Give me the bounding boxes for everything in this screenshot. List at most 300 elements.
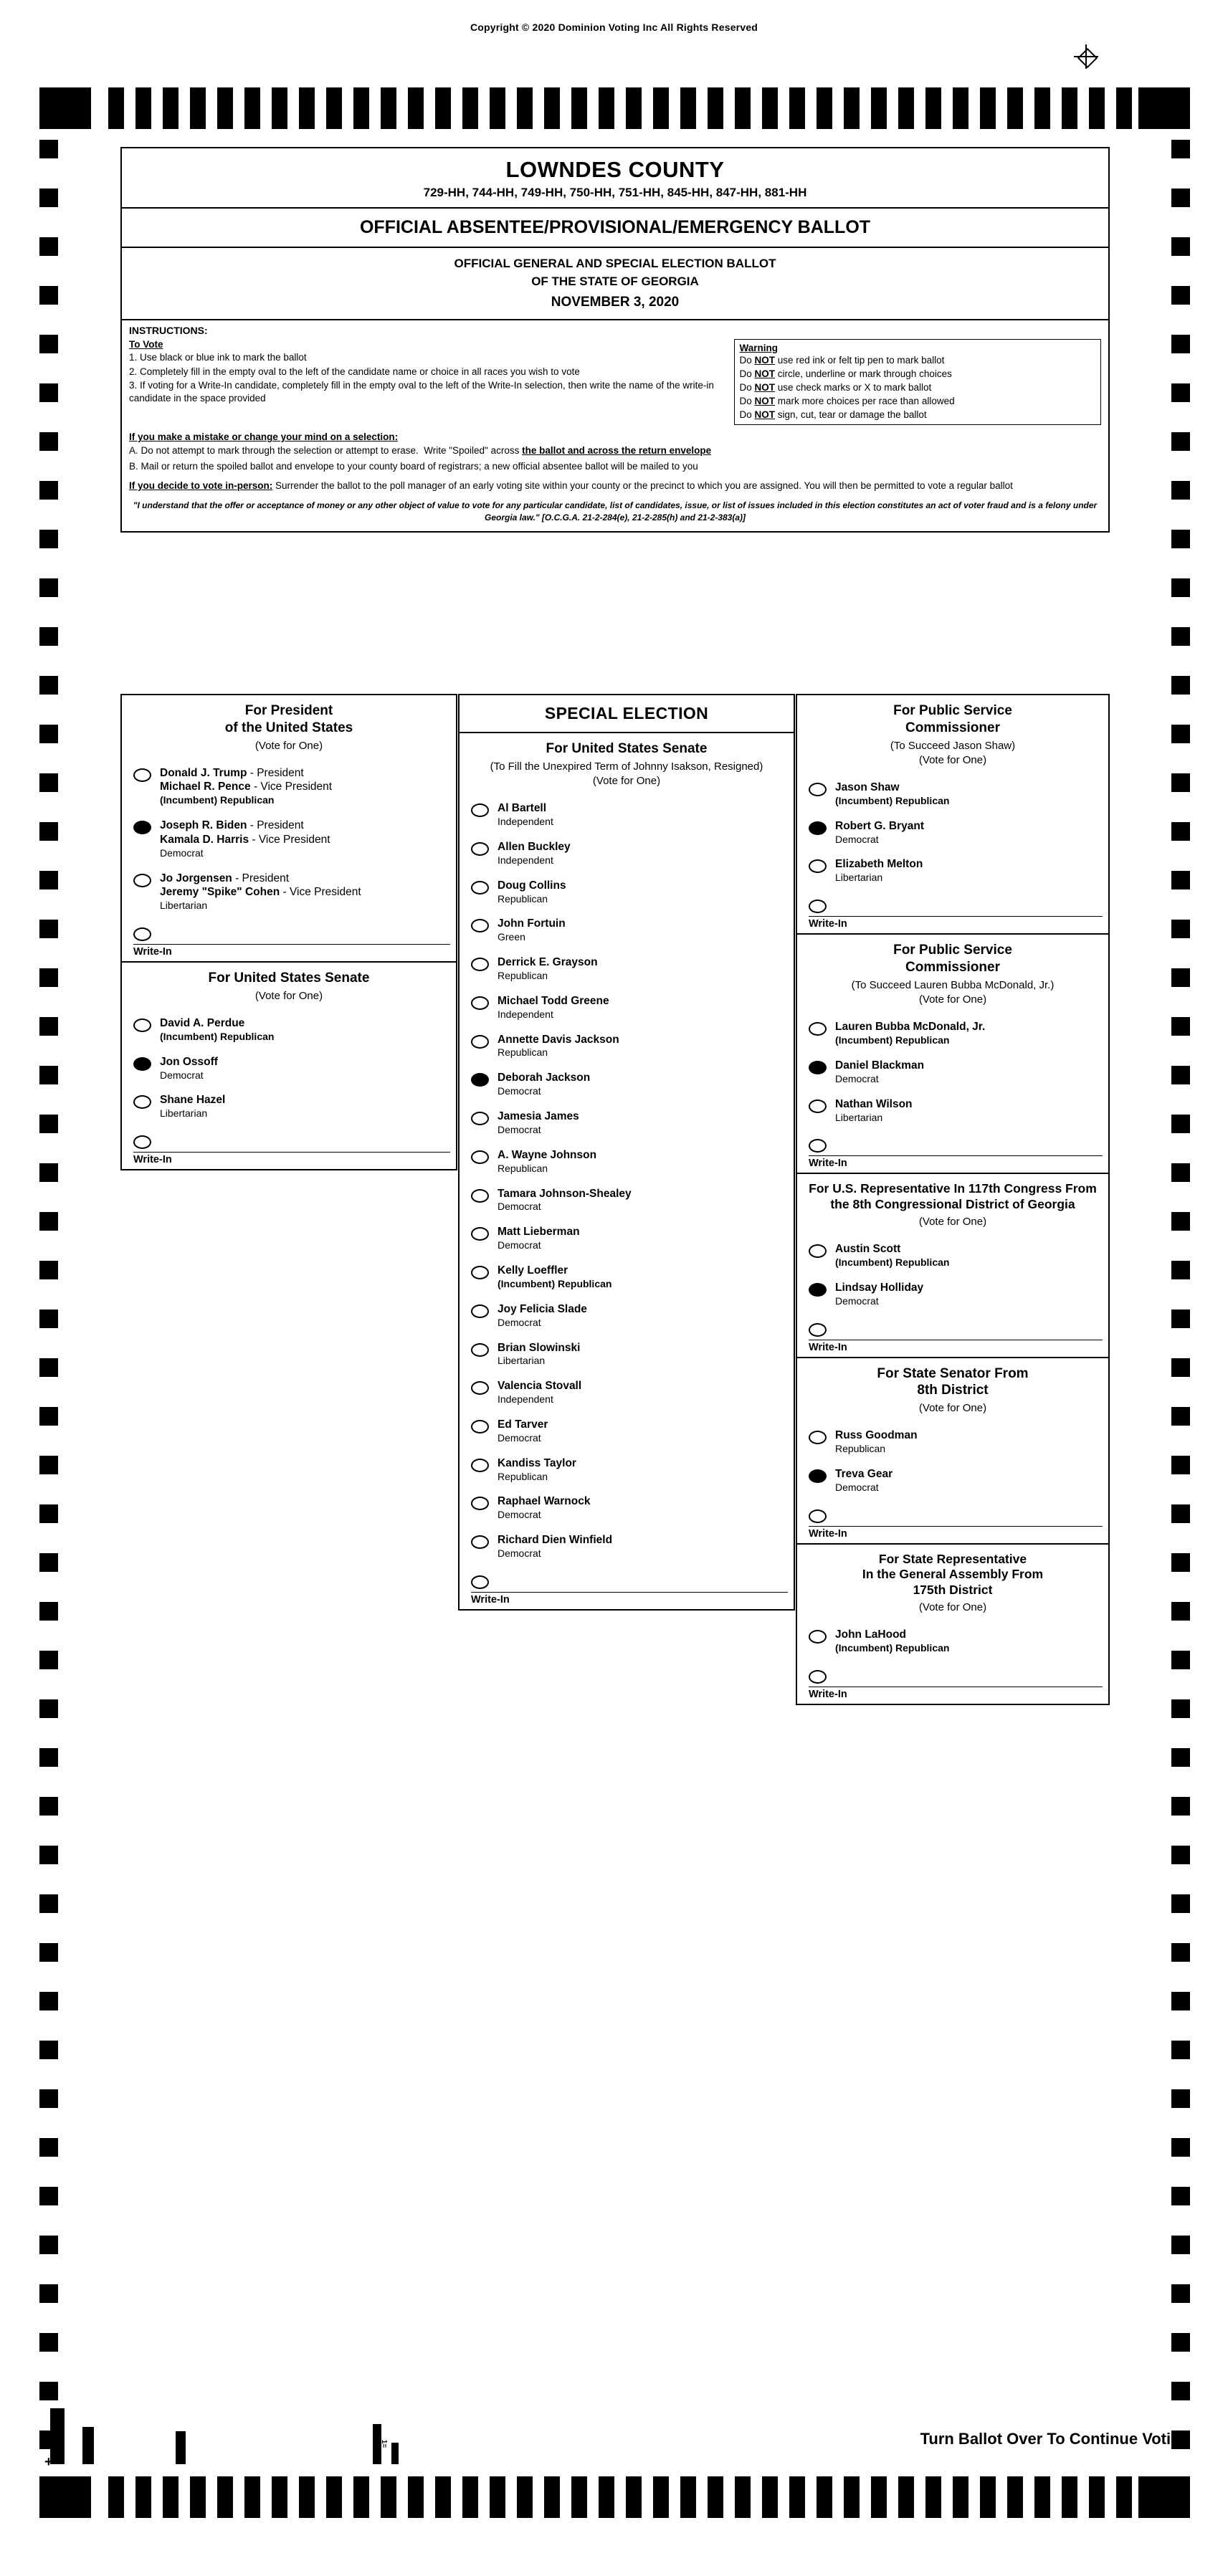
write-in-field[interactable] bbox=[460, 1592, 794, 1609]
precinct-codes: 729-HH, 744-HH, 749-HH, 750-HH, 751-HH, 845-HH, 847-HH, 881-HH bbox=[423, 186, 807, 199]
timing-mark bbox=[39, 822, 58, 841]
candidate-option[interactable] bbox=[460, 1142, 794, 1181]
contest-state-rep-175 bbox=[796, 1545, 1110, 1705]
candidate-text bbox=[498, 879, 566, 906]
candidate-name: Elizabeth Melton bbox=[835, 858, 923, 871]
to-vote-label: To Vote bbox=[129, 339, 163, 350]
candidate-option[interactable] bbox=[460, 834, 794, 873]
timing-mark bbox=[39, 920, 58, 938]
timing-mark bbox=[1171, 1261, 1190, 1279]
timing-mark bbox=[108, 87, 124, 129]
election-subtitle-line2: OF THE STATE OF GEORGIA bbox=[531, 274, 699, 288]
candidate-text bbox=[498, 1033, 619, 1060]
timing-mark bbox=[1171, 1504, 1190, 1523]
candidate-text bbox=[498, 1302, 587, 1330]
write-in-field[interactable] bbox=[797, 1526, 1108, 1543]
timing-mark bbox=[39, 1407, 58, 1426]
timing-mark bbox=[1062, 87, 1077, 129]
write-in-label: Write-In bbox=[809, 1341, 847, 1353]
candidate-text bbox=[498, 1148, 596, 1175]
timing-mark bbox=[1171, 481, 1190, 500]
write-in-option[interactable] bbox=[122, 1127, 456, 1149]
candidate-option[interactable] bbox=[122, 866, 456, 919]
candidate-text bbox=[160, 1055, 218, 1082]
candidate-option[interactable] bbox=[122, 1011, 456, 1049]
candidate-option[interactable] bbox=[797, 851, 1108, 890]
timing-mark bbox=[39, 432, 58, 451]
write-in-line[interactable] bbox=[809, 1155, 1103, 1156]
candidate-party: Democrat bbox=[498, 1201, 541, 1213]
candidate-option[interactable] bbox=[460, 911, 794, 950]
candidate-name: Deborah Jackson bbox=[498, 1072, 591, 1084]
write-in-label: Write-In bbox=[133, 1154, 172, 1166]
timing-mark bbox=[299, 2476, 315, 2518]
candidate-option[interactable] bbox=[460, 1181, 794, 1220]
contest-subtitle: (To Succeed Lauren Bubba McDonald, Jr.) bbox=[851, 978, 1055, 991]
oval-empty[interactable] bbox=[471, 842, 489, 856]
contest-us-senate-perdue bbox=[120, 963, 457, 1170]
timing-mark bbox=[1007, 2476, 1023, 2518]
running-mate-name: Jeremy "Spike" Cohen bbox=[160, 886, 280, 899]
timing-mark bbox=[1171, 2333, 1190, 2352]
candidate-option[interactable] bbox=[797, 1275, 1108, 1314]
write-in-field[interactable] bbox=[122, 1152, 456, 1169]
timing-mark bbox=[1171, 2284, 1190, 2303]
timing-mark bbox=[39, 1894, 58, 1913]
instruction-step: 1. Use black or blue ink to mark the ballot bbox=[129, 352, 307, 363]
write-in-line[interactable] bbox=[809, 916, 1103, 917]
running-mate-name: Michael R. Pence bbox=[160, 781, 251, 793]
warning-item: Do NOT sign, cut, tear or damage the ballot bbox=[739, 409, 927, 420]
candidate-name: Jon Ossoff bbox=[160, 1055, 218, 1068]
candidate-option[interactable] bbox=[460, 1451, 794, 1489]
candidate-name: Treva Gear bbox=[835, 1467, 893, 1480]
candidate-text bbox=[835, 1097, 913, 1125]
candidate-party: Republican bbox=[498, 892, 548, 905]
candidate-party: Democrat bbox=[160, 846, 204, 859]
timing-mark bbox=[244, 2476, 260, 2518]
candidate-party: Democrat bbox=[835, 833, 879, 845]
timing-mark bbox=[1171, 871, 1190, 889]
timing-mark bbox=[1171, 1846, 1190, 1864]
candidate-list bbox=[797, 1011, 1108, 1131]
candidate-name: Austin Scott bbox=[835, 1243, 901, 1256]
timing-mark bbox=[789, 87, 805, 129]
timing-mark bbox=[39, 1797, 58, 1816]
timing-mark bbox=[1171, 1066, 1190, 1084]
timing-mark bbox=[1034, 87, 1050, 129]
oval-empty[interactable] bbox=[809, 1244, 827, 1258]
oval-empty[interactable] bbox=[809, 1670, 827, 1684]
timing-mark bbox=[1034, 2476, 1050, 2518]
timing-mark bbox=[1171, 578, 1190, 597]
candidate-option[interactable] bbox=[460, 1297, 794, 1335]
timing-mark bbox=[163, 87, 179, 129]
timing-mark bbox=[1171, 1358, 1190, 1377]
candidate-option[interactable] bbox=[122, 760, 456, 814]
oval-empty[interactable] bbox=[133, 1019, 151, 1032]
turn-ballot-over-notice: Turn Ballot Over To Continue Voting bbox=[920, 2430, 1190, 2448]
candidate-party: (Incumbent) Republican bbox=[835, 1256, 950, 1268]
oval-empty[interactable] bbox=[471, 1343, 489, 1357]
candidate-party: Green bbox=[498, 931, 525, 943]
candidate-text bbox=[160, 1093, 225, 1120]
election-subtitle-line1: OFFICIAL GENERAL AND SPECIAL ELECTION BALLOT bbox=[454, 257, 776, 270]
copyright-notice: Copyright © 2020 Dominion Voting Inc All Rights Reserved bbox=[470, 22, 758, 33]
oval-empty[interactable] bbox=[471, 881, 489, 895]
candidate-text bbox=[835, 819, 924, 846]
candidate-option[interactable] bbox=[460, 950, 794, 988]
candidate-option[interactable] bbox=[460, 873, 794, 912]
write-in-option[interactable] bbox=[797, 1315, 1108, 1337]
timing-mark bbox=[680, 87, 696, 129]
contest-special-election bbox=[458, 694, 795, 1611]
oval-empty[interactable] bbox=[471, 1150, 489, 1164]
timing-mark bbox=[626, 2476, 642, 2518]
candidate-option[interactable] bbox=[797, 775, 1108, 814]
candidate-text bbox=[498, 1225, 580, 1252]
timing-mark bbox=[544, 87, 560, 129]
timing-mark bbox=[39, 1504, 58, 1523]
warning-item: Do NOT use red ink or felt tip pen to mark ballot bbox=[739, 355, 945, 366]
timing-mark bbox=[39, 530, 58, 548]
timing-mark bbox=[517, 2476, 533, 2518]
candidate-option[interactable] bbox=[797, 1236, 1108, 1275]
write-in-label: Write-In bbox=[471, 1593, 510, 1606]
write-in-line[interactable] bbox=[133, 1152, 450, 1153]
candidate-party: (Incumbent) Republican bbox=[835, 1034, 950, 1046]
oval-empty[interactable] bbox=[471, 1189, 489, 1203]
candidate-name: Nathan Wilson bbox=[835, 1097, 913, 1110]
oval-filled[interactable] bbox=[809, 1469, 827, 1483]
candidate-name: Daniel Blackman bbox=[835, 1059, 925, 1072]
candidate-party: Democrat bbox=[498, 1509, 541, 1521]
oval-filled[interactable] bbox=[809, 1061, 827, 1074]
candidate-party: Democrat bbox=[160, 1069, 204, 1081]
timing-mark bbox=[1171, 530, 1190, 548]
timing-mark bbox=[39, 578, 58, 597]
candidate-party: Republican bbox=[498, 1162, 548, 1174]
timing-mark bbox=[925, 2476, 941, 2518]
timing-mark bbox=[1171, 1748, 1190, 1767]
candidate-option[interactable] bbox=[797, 1014, 1108, 1053]
timing-mark bbox=[39, 1115, 58, 1133]
candidate-option[interactable] bbox=[122, 813, 456, 866]
timing-mark bbox=[762, 87, 778, 129]
timing-mark bbox=[1171, 383, 1190, 402]
candidate-party: Libertarian bbox=[498, 1355, 546, 1367]
oval-filled[interactable] bbox=[133, 1057, 151, 1071]
timing-mark bbox=[39, 1602, 58, 1621]
timing-mark bbox=[39, 2333, 58, 2352]
oval-empty[interactable] bbox=[471, 919, 489, 932]
timing-mark bbox=[1171, 627, 1190, 646]
mistake-option-b: B. Mail or return the spoiled ballot and envelope to your county board of registrars; a new official absentee ballot will be mailed to you bbox=[129, 460, 698, 472]
timing-mark bbox=[39, 481, 58, 500]
candidate-name: Russ Goodman bbox=[835, 1429, 918, 1442]
warning-label: Warning bbox=[739, 343, 778, 354]
oval-empty[interactable] bbox=[809, 1630, 827, 1644]
timing-mark bbox=[462, 87, 478, 129]
timing-mark bbox=[762, 2476, 778, 2518]
timing-mark bbox=[817, 87, 832, 129]
oval-filled[interactable] bbox=[471, 1073, 489, 1087]
timing-mark bbox=[1171, 1992, 1190, 2010]
candidate-option[interactable] bbox=[460, 1412, 794, 1451]
candidate-name: Richard Dien Winfield bbox=[498, 1534, 613, 1547]
oval-empty[interactable] bbox=[471, 1535, 489, 1549]
ballot-type-title: OFFICIAL ABSENTEE/PROVISIONAL/EMERGENCY BALLOT bbox=[359, 217, 871, 237]
timing-mark bbox=[1171, 1163, 1190, 1182]
candidate-text bbox=[498, 1110, 579, 1137]
oval-empty[interactable] bbox=[809, 783, 827, 796]
timing-mark bbox=[39, 2041, 58, 2059]
oval-empty[interactable] bbox=[471, 1459, 489, 1472]
candidate-option[interactable] bbox=[122, 1087, 456, 1126]
write-in-line[interactable] bbox=[471, 1592, 788, 1593]
candidate-option[interactable] bbox=[460, 1373, 794, 1412]
candidate-text bbox=[498, 1494, 591, 1522]
candidate-name: Valencia Stovall bbox=[498, 1380, 582, 1393]
timing-mark bbox=[353, 2476, 369, 2518]
oval-empty[interactable] bbox=[471, 1304, 489, 1318]
candidate-option[interactable] bbox=[460, 1104, 794, 1142]
candidate-party: Democrat bbox=[498, 1431, 541, 1444]
write-in-option[interactable] bbox=[460, 1568, 794, 1589]
oval-empty[interactable] bbox=[471, 1266, 489, 1279]
timing-mark bbox=[39, 1066, 58, 1084]
in-person-text: Surrender the ballot to the poll manager of an early voting site within your county or the precinct to which you are assigned. You will then be permitted to vote a regular ballot bbox=[275, 480, 1013, 491]
candidate-option[interactable] bbox=[460, 1065, 794, 1104]
timing-mark bbox=[708, 87, 723, 129]
candidate-text bbox=[498, 1264, 611, 1291]
candidate-option[interactable] bbox=[797, 814, 1108, 852]
barcode-bar bbox=[176, 2431, 186, 2464]
write-in-label: Write-In bbox=[809, 1527, 847, 1540]
timing-mark bbox=[39, 871, 58, 889]
timing-mark bbox=[39, 189, 58, 207]
vote-for-instruction: (Vote for One) bbox=[918, 754, 987, 766]
candidate-party: Libertarian bbox=[160, 900, 208, 912]
candidate-party: (Incumbent) Republican bbox=[160, 794, 275, 806]
candidate-text bbox=[498, 1379, 581, 1406]
candidate-list bbox=[460, 793, 794, 1568]
candidate-list bbox=[797, 1619, 1108, 1662]
candidate-option[interactable] bbox=[797, 1092, 1108, 1130]
timing-mark bbox=[1089, 87, 1105, 129]
timing-mark bbox=[39, 1553, 58, 1572]
timing-mark bbox=[39, 1651, 58, 1669]
oval-filled[interactable] bbox=[809, 821, 827, 835]
oval-empty[interactable] bbox=[471, 1381, 489, 1395]
candidate-name: Joy Felicia Slade bbox=[498, 1302, 587, 1315]
timing-mark bbox=[1171, 2382, 1190, 2400]
oval-empty[interactable] bbox=[809, 900, 827, 913]
oval-empty[interactable] bbox=[471, 1497, 489, 1510]
oval-empty[interactable] bbox=[809, 1431, 827, 1444]
candidate-option[interactable] bbox=[460, 1258, 794, 1297]
oval-empty[interactable] bbox=[809, 1099, 827, 1113]
timing-mark bbox=[517, 87, 533, 129]
write-in-option[interactable] bbox=[797, 1502, 1108, 1523]
timing-mark bbox=[462, 2476, 478, 2518]
write-in-line[interactable] bbox=[133, 944, 450, 945]
timing-mark bbox=[1171, 1894, 1190, 1913]
timing-mark bbox=[408, 2476, 424, 2518]
timing-mark bbox=[490, 2476, 505, 2518]
timing-mark bbox=[299, 87, 315, 129]
timing-mark bbox=[39, 1456, 58, 1474]
contest-title: For State Senator From 8th District bbox=[877, 1365, 1029, 1398]
instructions-title: INSTRUCTIONS: bbox=[129, 325, 208, 337]
oval-empty[interactable] bbox=[133, 927, 151, 941]
timing-mark bbox=[599, 87, 614, 129]
candidate-party: Independent bbox=[498, 854, 553, 866]
oval-empty[interactable] bbox=[471, 1575, 489, 1589]
write-in-field[interactable] bbox=[797, 916, 1108, 933]
write-in-option[interactable] bbox=[797, 892, 1108, 913]
oval-empty[interactable] bbox=[809, 1139, 827, 1153]
candidate-option[interactable] bbox=[797, 1423, 1108, 1461]
timing-mark bbox=[680, 2476, 696, 2518]
oval-empty[interactable] bbox=[809, 1022, 827, 1036]
in-person-instructions bbox=[129, 480, 1101, 492]
barcode-bar bbox=[391, 2443, 399, 2464]
candidate-name: Jo Jorgensen bbox=[160, 872, 232, 884]
oval-empty[interactable] bbox=[471, 1227, 489, 1241]
candidate-party: Libertarian bbox=[835, 872, 883, 884]
candidate-option[interactable] bbox=[460, 1335, 794, 1374]
timing-mark bbox=[1171, 773, 1190, 792]
candidate-text bbox=[498, 801, 553, 829]
timing-mark bbox=[1171, 1017, 1190, 1036]
oval-empty[interactable] bbox=[133, 1095, 151, 1109]
timing-mark bbox=[1171, 2187, 1190, 2205]
timing-mark bbox=[1138, 87, 1190, 129]
write-in-field[interactable] bbox=[797, 1340, 1108, 1357]
timing-mark bbox=[1171, 1651, 1190, 1669]
candidate-option[interactable] bbox=[122, 1049, 456, 1088]
write-in-line[interactable] bbox=[809, 1526, 1103, 1527]
timing-mark bbox=[1171, 432, 1190, 451]
candidate-text bbox=[498, 1341, 580, 1368]
county-name: LOWNDES COUNTY bbox=[505, 157, 725, 182]
candidate-option[interactable] bbox=[797, 1053, 1108, 1092]
oval-empty[interactable] bbox=[809, 1323, 827, 1337]
candidate-option[interactable] bbox=[797, 1622, 1108, 1661]
candidate-option[interactable] bbox=[460, 1489, 794, 1527]
candidate-party: Democrat bbox=[498, 1547, 541, 1560]
write-in-option[interactable] bbox=[122, 920, 456, 941]
candidate-option[interactable] bbox=[460, 988, 794, 1027]
candidate-option[interactable] bbox=[460, 796, 794, 834]
timing-mark bbox=[39, 1358, 58, 1377]
timing-mark bbox=[39, 1212, 58, 1231]
oval-empty[interactable] bbox=[809, 859, 827, 873]
candidate-name: Brian Slowinski bbox=[498, 1341, 581, 1354]
candidate-text bbox=[835, 1059, 924, 1086]
write-in-field[interactable] bbox=[797, 1155, 1108, 1173]
timing-mark bbox=[1171, 1212, 1190, 1231]
timing-mark bbox=[1171, 725, 1190, 743]
running-mate-office: - Vice President bbox=[250, 781, 333, 793]
candidate-text bbox=[160, 819, 330, 860]
timing-mark bbox=[217, 2476, 233, 2518]
oval-empty[interactable] bbox=[133, 1135, 151, 1149]
oval-empty[interactable] bbox=[133, 768, 151, 782]
oval-empty[interactable] bbox=[471, 803, 489, 817]
candidate-text bbox=[835, 1428, 918, 1456]
candidate-party: Libertarian bbox=[160, 1107, 208, 1120]
candidate-name: Annette Davis Jackson bbox=[498, 1033, 619, 1046]
oval-empty[interactable] bbox=[471, 1420, 489, 1434]
write-in-option[interactable] bbox=[797, 1131, 1108, 1153]
oval-empty[interactable] bbox=[133, 874, 151, 887]
contest-title: For Public Service Commissioner bbox=[893, 943, 1012, 975]
contest-subtitle: (To Fill the Unexpired Term of Johnny Isakson, Resigned) bbox=[490, 760, 763, 773]
candidate-name: Kandiss Taylor bbox=[498, 1456, 576, 1469]
contest-title: For United States Senate bbox=[546, 741, 708, 756]
candidate-office: - President bbox=[232, 872, 290, 884]
candidate-option[interactable] bbox=[460, 1219, 794, 1258]
candidate-text bbox=[498, 1071, 590, 1098]
candidate-name: Allen Buckley bbox=[498, 840, 571, 853]
timing-mark bbox=[39, 2187, 58, 2205]
timing-mark bbox=[39, 676, 58, 695]
candidate-party: Independent bbox=[498, 1008, 553, 1020]
write-in-label: Write-In bbox=[809, 918, 847, 930]
candidate-text bbox=[160, 872, 361, 913]
timing-mark bbox=[39, 383, 58, 402]
candidate-party: Republican bbox=[498, 1470, 548, 1482]
write-in-field[interactable] bbox=[122, 944, 456, 961]
write-in-option[interactable] bbox=[797, 1662, 1108, 1684]
candidate-text bbox=[498, 1533, 612, 1560]
barcode-bar bbox=[82, 2427, 94, 2464]
oval-empty[interactable] bbox=[809, 1509, 827, 1523]
timing-mark bbox=[1171, 822, 1190, 841]
oval-filled[interactable] bbox=[133, 821, 151, 834]
instruction-step: 2. Completely fill in the empty oval to the left of the candidate name or choice in all races you wish to vote bbox=[129, 366, 580, 377]
write-in-field[interactable] bbox=[797, 1687, 1108, 1704]
timing-mark bbox=[39, 1943, 58, 1962]
timing-mark bbox=[39, 1748, 58, 1767]
timing-mark bbox=[272, 2476, 287, 2518]
timing-mark bbox=[1171, 1407, 1190, 1426]
oval-empty[interactable] bbox=[471, 1112, 489, 1125]
candidate-option[interactable] bbox=[460, 1027, 794, 1066]
timing-marks-bottom bbox=[39, 2476, 1190, 2518]
timing-mark bbox=[217, 87, 233, 129]
candidate-text bbox=[498, 917, 566, 944]
oval-filled[interactable] bbox=[809, 1283, 827, 1297]
instructions-steps bbox=[129, 339, 727, 425]
mistake-instructions bbox=[129, 431, 1101, 472]
candidate-text bbox=[498, 994, 609, 1021]
timing-mark bbox=[1116, 2476, 1132, 2518]
timing-mark bbox=[1171, 286, 1190, 305]
timing-mark bbox=[1062, 2476, 1077, 2518]
timing-mark bbox=[1171, 1456, 1190, 1474]
oval-empty[interactable] bbox=[471, 1035, 489, 1049]
timing-mark bbox=[272, 87, 287, 129]
contest-state-senator-8 bbox=[796, 1358, 1110, 1545]
timing-mark bbox=[571, 87, 587, 129]
candidate-option[interactable] bbox=[460, 1527, 794, 1566]
oval-empty[interactable] bbox=[471, 958, 489, 971]
oval-empty[interactable] bbox=[471, 996, 489, 1010]
candidate-option[interactable] bbox=[797, 1461, 1108, 1500]
